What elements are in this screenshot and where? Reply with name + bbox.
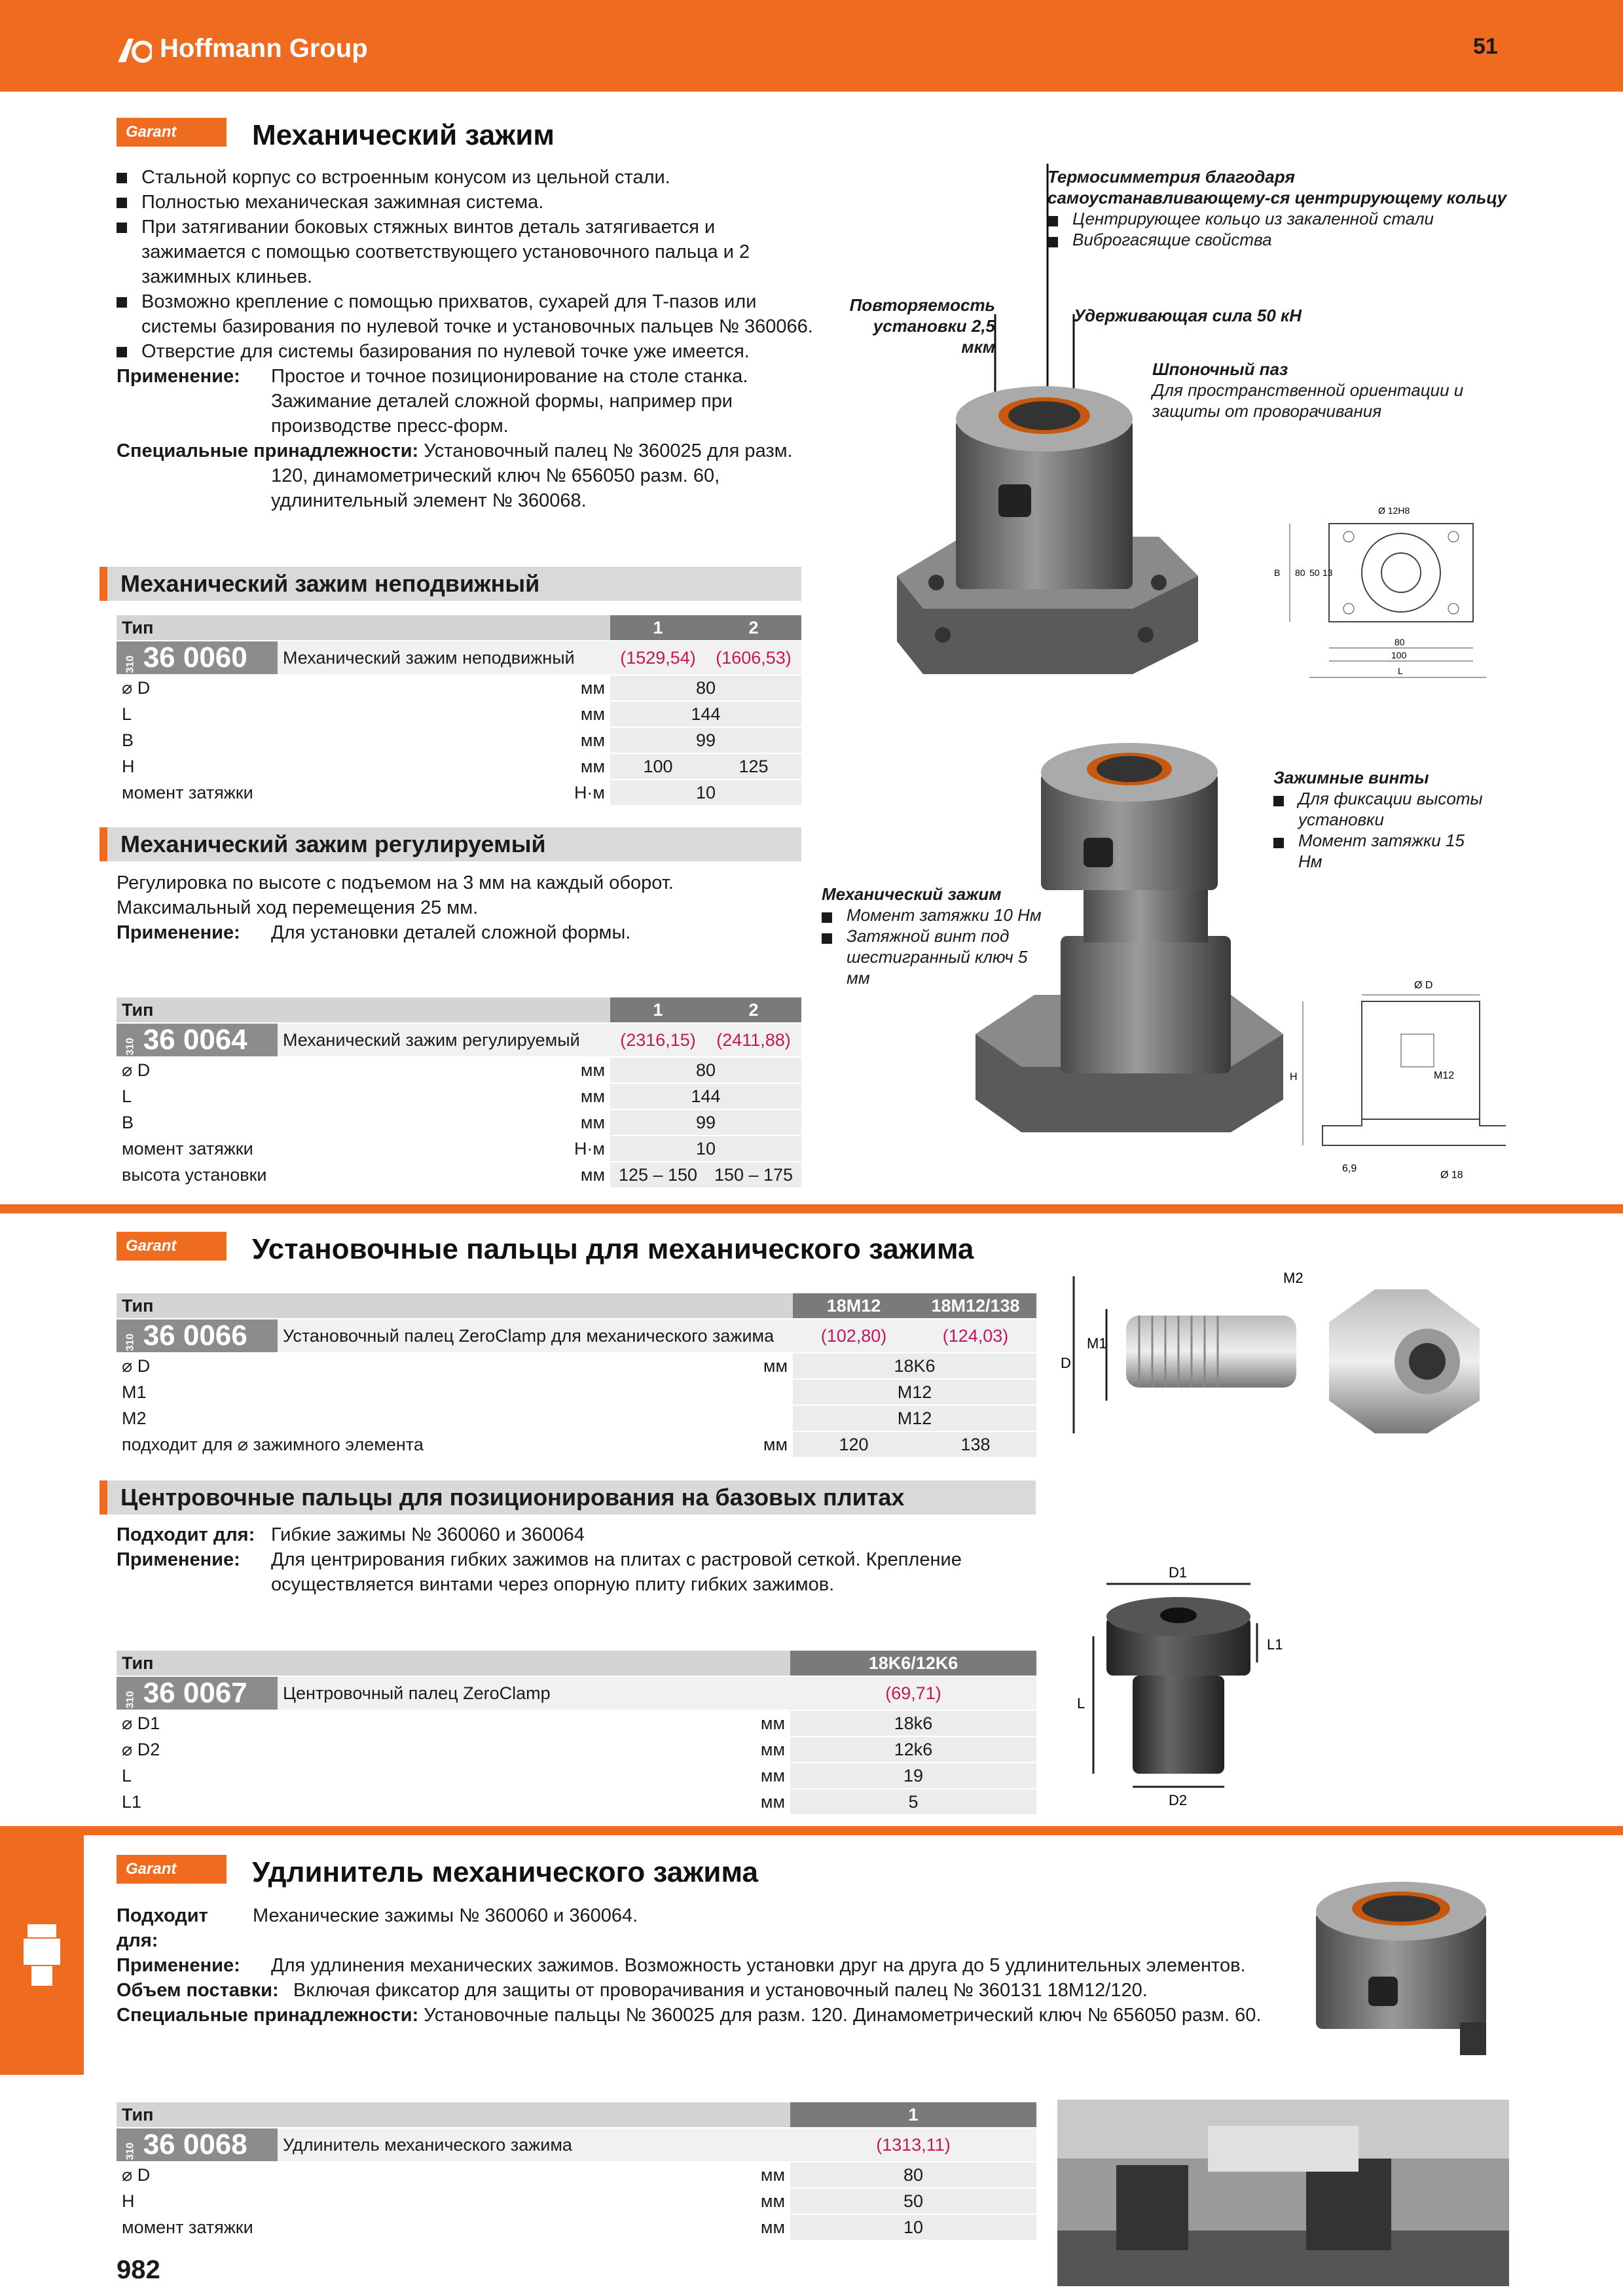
table-row: момент затяжки Н·м 10 xyxy=(117,1136,801,1162)
fixed-clamp-table: Тип 1 2 310 36 0060 Механический зажим неподвижный (1529,54) (1606,53) ⌀ D мм 80 L мм 144 B мм 99 H мм 100 125 момент затяжки Н·м 10 xyxy=(117,615,801,806)
callout-clamping-screws: Зажимные винты Для фиксации высоты установки Момент затяжки 15 Нм xyxy=(1273,767,1489,872)
dim-label: D xyxy=(1061,1355,1071,1371)
table-row: ⌀ D мм 80 xyxy=(117,675,801,701)
table-row: L мм 19 xyxy=(117,1763,1036,1789)
page-number: 51 xyxy=(1473,34,1498,59)
garant-badge: Garant xyxy=(117,1855,227,1884)
table-row: L мм 144 xyxy=(117,701,801,727)
application-row: Применение: Простое и точное позиционирование на столе станка. Зажимание деталей сложной формы, например при производстве пресс-форм. xyxy=(117,366,748,437)
table-row: момент затяжки Н·м 10 xyxy=(117,780,801,806)
centring-pin-image xyxy=(1074,1558,1296,1806)
dim-label: Ø 12H8 xyxy=(1378,505,1410,516)
dim-label: 50 xyxy=(1309,567,1320,578)
article-row: 310 36 0068 Удлинитель механического зажима (1313,11) xyxy=(117,2128,1036,2162)
price: (1606,53) xyxy=(706,641,801,675)
centring-description: Подходит для: Гибкие зажимы № 360060 и 360064 Применение: Для центрирования гибких зажимов на плитах с растровой сеткой. Крепление осуществляется винтами через опорную плиту гибких зажимов. xyxy=(117,1524,962,1595)
dim-label: 100 xyxy=(1391,650,1407,660)
dim-label: 13 xyxy=(1322,567,1333,578)
adjustable-description: Регулировка по высоте с подъемом на 3 мм на каждый оборот. Максимальный ход перемещения 25 мм. Применение: Для установки деталей сложной формы. xyxy=(117,872,674,943)
dim-label: M12 xyxy=(1434,1070,1455,1081)
feature-item: Отверстие для системы базирования по нулевой точке уже имеется. xyxy=(117,339,824,364)
fixed-clamp-drawing xyxy=(1270,497,1493,687)
accessories-row: Специальные принадлежности: Установочный палец № 360025 для разм. 120, динамометрический ключ № 656050 разм. 60, удлинительный элемент № 360068. xyxy=(117,440,793,511)
table-row: ⌀ D1 мм 18k6 xyxy=(117,1710,1036,1736)
callout-mechanical-clamp: Механический зажим Момент затяжки 10 Нм Затяжной винт под шестигранный ключ 5 мм xyxy=(822,884,1044,988)
table-row: высота установки мм 125 – 150 150 – 175 xyxy=(117,1162,801,1188)
feature-item: Возможно крепление с помощью прихватов, сухарей для T-пазов или системы базирования по нулевой точке и установочных пальцев № 360066. xyxy=(117,289,824,339)
dim-label: D2 xyxy=(1169,1792,1188,1806)
dim-label: Ø 18 xyxy=(1440,1170,1463,1181)
table-row: B мм 99 xyxy=(117,1109,801,1136)
table-row: B мм 99 xyxy=(117,727,801,753)
setting-pin-image xyxy=(1061,1270,1519,1479)
price: (2411,88) xyxy=(706,1023,801,1057)
language-code: RUE xyxy=(1577,27,1590,52)
table-row: M1 M12 xyxy=(117,1379,1036,1405)
section-adjustable-clamp: Механический зажим регулируемый xyxy=(100,827,801,861)
adjustable-clamp-table: Тип 1 2 310 36 0064 Механический зажим регулируемый (2316,15) (2411,88) ⌀ D мм 80 L мм 144 B мм 99 момент затяжки Н·м 10 высота установки мм 125 – 150 150 – 175 xyxy=(117,997,801,1189)
clamp-category-icon xyxy=(0,1826,84,2075)
hoffmann-logo-icon xyxy=(117,35,152,63)
adjustable-clamp-drawing xyxy=(1283,969,1506,1191)
price: (124,03) xyxy=(915,1319,1036,1353)
centring-pins-table: Тип 18K6/12K6 310 36 0067 Центровочный палец ZeroClamp (69,71) ⌀ D1 мм 18k6 ⌀ D2 мм 12k6 L мм 19 L1 мм 5 xyxy=(117,1651,1036,1816)
table-row: подходит для ⌀ зажимного элемента мм 120 138 xyxy=(117,1431,1036,1458)
price: (1313,11) xyxy=(790,2128,1036,2162)
article-row: 310 36 0067 Центровочный палец ZeroClamp (69,71) xyxy=(117,1676,1036,1710)
price: (102,80) xyxy=(793,1319,915,1353)
brand-name: Hoffmann Group xyxy=(160,34,368,63)
side-tab xyxy=(0,1826,84,2075)
section-separator xyxy=(0,1204,1623,1213)
pins-table: Тип 18M12 18M12/138 310 36 0066 Установочный палец ZeroClamp для механического зажима (102,80) (124,03) ⌀ D мм 18K6 M1 M12 M2 M12 подходит для ⌀ зажимного элемента мм 120 138 xyxy=(117,1293,1036,1458)
dim-label: D1 xyxy=(1169,1564,1188,1581)
dim-label: Ø D xyxy=(1414,980,1433,991)
extension-table: Тип 1 310 36 0068 Удлинитель механического зажима (1313,11) ⌀ D мм 80 H мм 50 момент затяжки мм 10 xyxy=(117,2102,1036,2241)
dim-label: B xyxy=(1274,567,1281,578)
dim-label: L xyxy=(1077,1695,1085,1712)
feature-item: При затягивании боковых стяжных винтов деталь затягивается и зажимается с помощью соответствующего установочного пальца и 2 зажимных клиньев. xyxy=(117,215,824,289)
callout-thermosymmetry: Термосимметрия благодаря самоустанавливающему-ся центрирующему кольцу Центрирующее кольцо из закаленной стали Виброгасящие свойства xyxy=(1048,166,1519,250)
dim-label: L1 xyxy=(1267,1636,1283,1653)
table-row: H мм 100 125 xyxy=(117,753,801,780)
table-row: L мм 144 xyxy=(117,1083,801,1109)
dim-label: H xyxy=(1290,1071,1298,1083)
price: (2316,15) xyxy=(610,1023,706,1057)
table-row: ⌀ D2 мм 12k6 xyxy=(117,1736,1036,1763)
callout-keyway: Шпоночный паз Для пространственной ориентации и защиты от проворачивания xyxy=(1152,359,1464,421)
brand-logo xyxy=(117,34,368,63)
feature-item: Полностью механическая зажимная система. xyxy=(117,190,824,215)
callout-repeatability: Повторяемость установки 2,5 мкм xyxy=(849,295,995,357)
section-title-extension: Удлинитель механического зажима xyxy=(252,1856,758,1888)
price: (69,71) xyxy=(790,1676,1036,1710)
section-separator xyxy=(0,1826,1623,1835)
dim-label: 80 xyxy=(1295,567,1305,578)
application-photo xyxy=(1057,2100,1509,2286)
dim-label: M2 xyxy=(1283,1270,1304,1286)
article-row: 310 36 0060 Механический зажим неподвижный (1529,54) (1606,53) xyxy=(117,641,801,675)
table-row: M2 M12 xyxy=(117,1405,1036,1431)
garant-badge: Garant xyxy=(117,1232,227,1261)
footer-page-number: 982 xyxy=(117,2255,160,2284)
section-title-pins: Установочные пальцы для механического зажима xyxy=(252,1233,974,1265)
callout-holding-force: Удерживающая сила 50 кН xyxy=(1074,306,1302,325)
fixed-clamp-image xyxy=(884,386,1211,681)
section-centring-pins: Центровочные пальцы для позиционирования на базовых плитах xyxy=(100,1480,1036,1515)
table-row: H мм 50 xyxy=(117,2188,1036,2214)
feature-list xyxy=(117,165,824,513)
article-row: 310 36 0064 Механический зажим регулируемый (2316,15) (2411,88) xyxy=(117,1023,801,1057)
dim-label: M1 xyxy=(1087,1335,1107,1352)
article-row: 310 36 0066 Установочный палец ZeroClamp для механического зажима (102,80) (124,03) xyxy=(117,1319,1036,1353)
extension-image xyxy=(1303,1865,1506,2062)
table-row: ⌀ D мм 18K6 xyxy=(117,1353,1036,1379)
dim-label: L xyxy=(1398,666,1403,676)
table-row: момент затяжки мм 10 xyxy=(117,2214,1036,2240)
table-row: ⌀ D мм 80 xyxy=(117,2162,1036,2188)
dim-label: 6,9 xyxy=(1342,1163,1357,1174)
garant-badge: Garant xyxy=(117,118,227,147)
feature-item: Стальной корпус со встроенным конусом из цельной стали. xyxy=(117,165,824,190)
table-row: L1 мм 5 xyxy=(117,1789,1036,1815)
dim-label: 80 xyxy=(1395,637,1405,647)
section-fixed-clamp: Механический зажим неподвижный xyxy=(100,567,801,601)
section-title-clamp: Механический зажим xyxy=(252,119,555,151)
price: (1529,54) xyxy=(610,641,706,675)
extension-description: Подходит для: Механические зажимы № 360060 и 360064. Применение: Для удлинения механических зажимов. Возможность установки друг на друга до 5 удлинительных элементов. Объем поставки: Включая фиксатор для защиты от проворачивания и установочный палец № 360131 18M12/120. Специальные принадлежности: Установочные пальцы № 360025 для разм. 120. Динамометрический ключ № 656050 разм. 60. xyxy=(117,1905,1262,2026)
table-row: ⌀ D мм 80 xyxy=(117,1057,801,1083)
